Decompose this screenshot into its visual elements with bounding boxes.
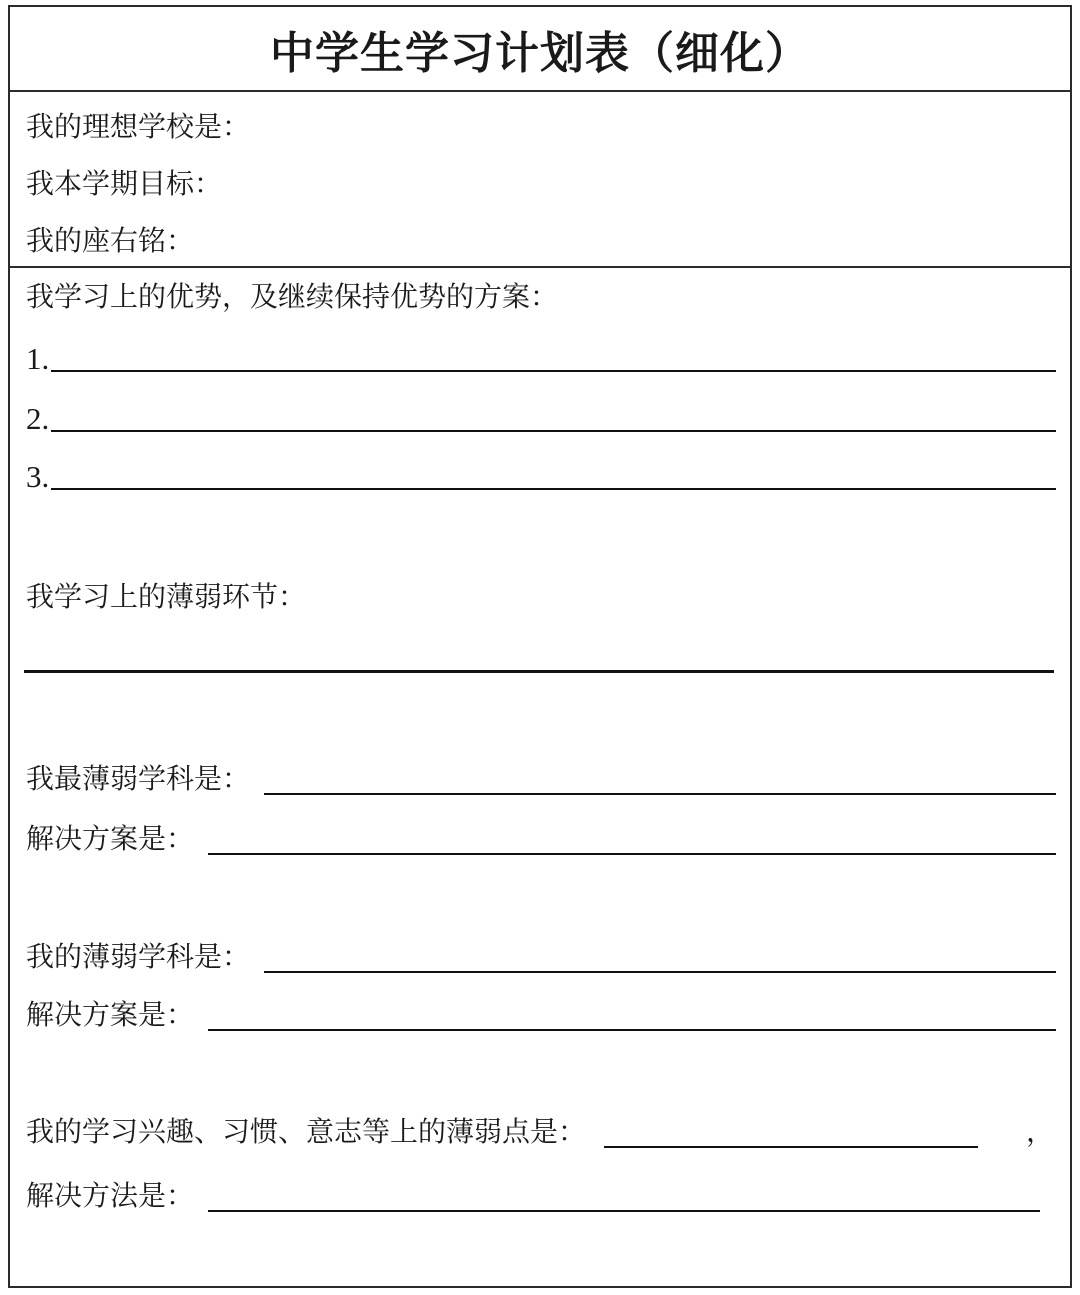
interest-weak-input[interactable]	[604, 1107, 978, 1148]
goals-section	[10, 92, 1070, 268]
weakest-solution-row	[26, 814, 1056, 855]
weak-solution-row	[26, 990, 1056, 1031]
solution-method-label: 解决方法是：	[26, 1181, 195, 1212]
strength-row-3	[26, 438, 1056, 494]
semester-goal-row	[26, 162, 1052, 202]
strengths-heading: 我学习上的优势，及继续保持优势的方案：	[26, 282, 559, 313]
form-title: 中学生学习计划表（细化）	[270, 28, 810, 78]
weakest-subject-input[interactable]	[264, 754, 1056, 795]
weak-solution-input[interactable]	[208, 990, 1056, 1031]
strength-input-2[interactable]	[51, 380, 1056, 432]
strength-row-1	[26, 320, 1056, 376]
weakest-subject-row	[26, 754, 1056, 795]
ideal-school-label: 我的理想学校是：	[26, 112, 251, 143]
study-plan-form	[8, 5, 1072, 1288]
motto-label: 我的座右铭：	[26, 226, 195, 257]
weakest-subject-label: 我最薄弱学科是：	[26, 764, 251, 795]
solution-method-input[interactable]	[208, 1171, 1040, 1212]
strength-input-1[interactable]	[51, 320, 1056, 372]
weak-subject-row	[26, 932, 1056, 973]
interest-weak-row	[26, 1107, 1056, 1148]
strength-input-3[interactable]	[51, 438, 1056, 490]
title-row	[10, 7, 1070, 92]
trailing-comma: ，	[1025, 1117, 1054, 1148]
semester-goal-label: 我本学期目标：	[26, 169, 223, 200]
strength-number-3: 3.	[26, 459, 50, 494]
weak-points-heading: 我学习上的薄弱环节：	[26, 582, 307, 613]
strength-row-2	[26, 380, 1056, 436]
plan-section	[10, 268, 1070, 1286]
weakest-solution-label: 解决方案是：	[26, 824, 195, 855]
weak-subject-label: 我的薄弱学科是：	[26, 942, 251, 973]
ideal-school-row	[26, 105, 1052, 145]
motto-row	[26, 219, 1052, 259]
strength-number-2: 2.	[26, 401, 50, 436]
weakest-solution-input[interactable]	[208, 814, 1056, 855]
strength-number-1: 1.	[26, 341, 50, 376]
interest-weak-label: 我的学习兴趣、习惯、意志等上的薄弱点是：	[26, 1117, 587, 1148]
solution-method-row	[26, 1171, 1056, 1212]
weak-solution-label: 解决方案是：	[26, 1000, 195, 1031]
weak-subject-input[interactable]	[264, 932, 1056, 973]
weak-points-input[interactable]	[24, 670, 1054, 673]
